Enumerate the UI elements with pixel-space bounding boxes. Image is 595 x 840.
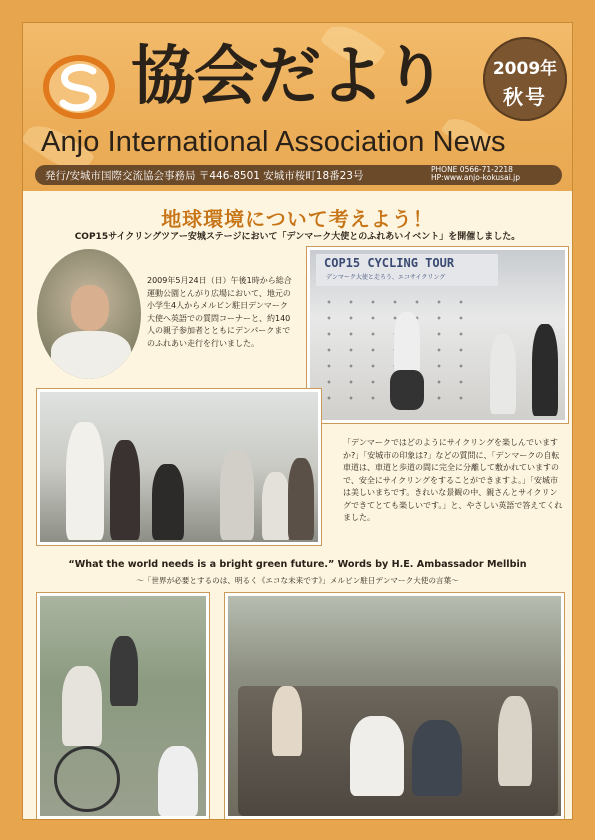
photo-shape — [394, 312, 420, 372]
photo-shape — [220, 450, 254, 540]
masthead-title-en: Anjo International Association News — [41, 126, 506, 158]
homepage-url: HP:www.anjo-kokusai.jp — [431, 173, 521, 182]
ambassador-quote-en: “What the world needs is a bright green future.” Words by H.E. Ambassador Mellbin — [68, 559, 527, 570]
photo-shape — [54, 746, 120, 812]
issue-badge — [483, 37, 567, 121]
issue-year: 2009年 — [492, 59, 558, 79]
cyclists-ride-photo — [37, 593, 209, 819]
tour-banner — [316, 254, 498, 286]
photo-shape — [390, 370, 424, 410]
ambassador-portrait-photo — [37, 249, 141, 379]
qa-session-photo — [37, 389, 321, 545]
photo-shape — [262, 472, 290, 540]
tour-banner-title: COP15 CYCLING TOUR — [324, 256, 455, 270]
photo-shape — [350, 716, 404, 796]
phone-number: PHONE 0566-71-2218 — [431, 165, 513, 174]
masthead-title-jp: 協会だより — [131, 40, 446, 114]
photo-shape — [412, 720, 462, 796]
photo-shape — [51, 331, 131, 379]
cycling-tour-photo — [307, 247, 568, 423]
issue-season: 秋号 — [503, 85, 547, 109]
masthead — [23, 23, 572, 191]
photo-shape — [272, 686, 302, 756]
ambassador-answer-text: 「デンマークではどのようにサイクリングを楽しんでいますか?」「安城市の印象は?」などの質問に、「デンマークの自転車道は、車道と歩道の間に完全に分離して敷かれていますので、安全にサイクリングをすることができますよ。」「安城市は美しいまちです。きれいな景観の中、親さんとサイクリングできてとても楽しいです。」と、やさしい英語で答えてくれました。 — [343, 438, 563, 522]
group-participants-photo — [225, 593, 564, 819]
photo-shape — [288, 458, 314, 540]
publisher-address: 発行/安城市国際交流協会事務局 〒446-8501 安城市桜町18番23号 — [45, 170, 364, 182]
publisher-contact — [431, 166, 520, 182]
photo-shape — [71, 285, 109, 331]
photo-shape — [62, 666, 102, 746]
anjo-association-logo-icon — [41, 53, 117, 121]
photo-shape — [158, 746, 198, 816]
ambassador-quote-jp: ～「世界が必要とするのは、明るく《エコな未来です》」メルビン駐日デンマーク大使の言葉～ — [136, 576, 459, 585]
photo-shape — [152, 464, 184, 540]
article-intro: 2009年5月24日（日）午後1時から総合運動公園とんがり広場において、地元の小学生4人からメルビン駐日デンマーク大使へ英語での質問コーナーと、約140人の親子参加者とともにデンパークまでのふれあい走行を行いました。 — [147, 276, 292, 348]
photo-shape — [532, 324, 558, 416]
photo-shape — [498, 696, 532, 786]
page-inner — [22, 22, 573, 820]
article-subhead: COP15サイクリングツアー安城ステージにおいて「デンマーク大使とのふれあいイベント」を開催しました。 — [74, 232, 521, 242]
photo-shape — [490, 334, 516, 414]
tour-banner-subtitle: デンマーク大使と走ろう、エコサイクリング — [326, 274, 446, 281]
publisher-bar — [35, 165, 562, 185]
photo-shape — [66, 422, 104, 540]
photo-shape — [110, 440, 140, 540]
photo-shape — [110, 636, 138, 706]
article-headline: 地球環境について考えよう！ — [161, 207, 434, 231]
